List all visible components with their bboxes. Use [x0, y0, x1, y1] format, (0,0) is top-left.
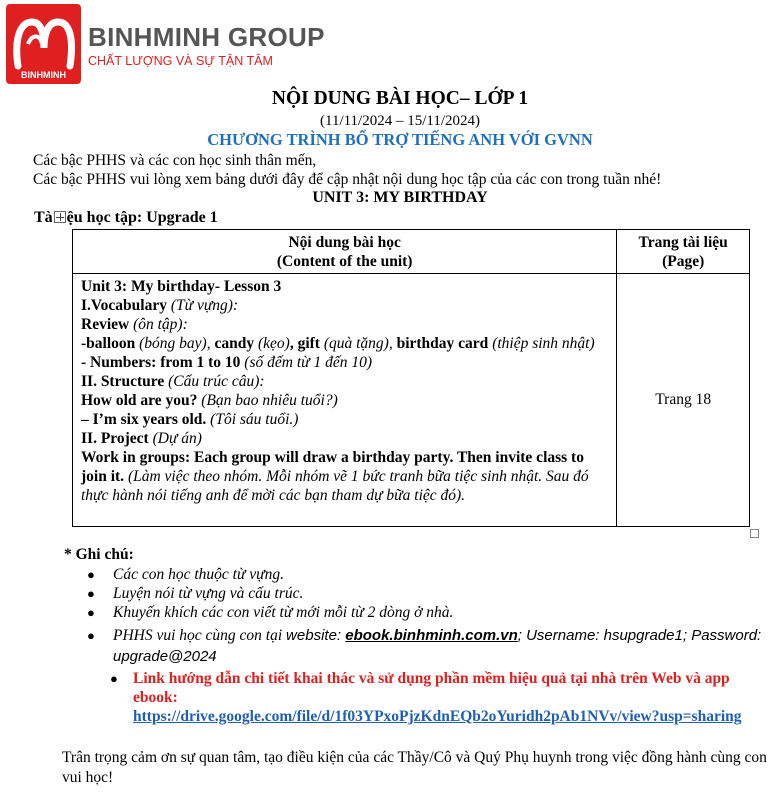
material-line: [34, 209, 218, 227]
word-en: -balloon: [81, 335, 136, 352]
header-content: [73, 230, 617, 274]
word-en: , gift: [289, 335, 320, 352]
project-vi: (Dự án): [148, 430, 202, 447]
word-vi: (thiệp sinh nhật): [488, 335, 595, 352]
structure-label: II. Structure: [81, 373, 165, 390]
note-text: Các con học thuộc từ vựng.: [113, 566, 285, 583]
logo-mark-icon: [6, 4, 81, 84]
phhs-text: PHHS vui học cùng con tại: [113, 627, 287, 644]
closing-text: Trân trọng cảm ơn sự quan tâm, tạo điều kiện của các Thầy/Cô và Quý Phụ huynh trong việc đồng hành cùng con vui học!: [62, 749, 767, 786]
lesson-title: Unit 3: My birthday- Lesson 3: [81, 278, 282, 295]
word-vi: (kẹo): [254, 335, 290, 352]
note-text: Luyện nói từ vựng và cấu trúc.: [113, 585, 304, 602]
doc-dates: (11/11/2024 – 15/11/2024): [320, 113, 480, 129]
structure-vi: (Cấu trúc câu):: [164, 373, 265, 390]
vocab-label: I.Vocabulary: [81, 297, 167, 314]
page-cell[interactable]: Trang 18: [617, 274, 750, 527]
table-resize-handle-icon[interactable]: [750, 529, 759, 538]
notes-section: [62, 546, 767, 726]
brand-logo: [6, 4, 81, 84]
link-title: Link hướng dẫn chi tiết khai thác và sử dụng phần mềm hiệu quả tại nhà trên Web và app ebook:: [133, 670, 730, 706]
lesson-table: [72, 229, 750, 527]
review-vi: (ôn tập):: [133, 316, 188, 333]
text-cursor: [749, 277, 750, 294]
note-text: Khuyến khích các con viết từ mới mỗi từ 2 dòng ở nhà.: [113, 604, 454, 621]
word-vi: (quà tặng),: [319, 335, 397, 352]
brand-name: BINHMINH GROUP: [88, 22, 325, 52]
bullet-icon: ●: [110, 671, 118, 686]
review-label: Review: [81, 316, 130, 333]
project-label: II. Project: [81, 430, 149, 447]
greeting-line-2: Các bậc PHHS vui lòng xem bảng dưới đây để cập nhật nội dung học tập của các con trong tuần nhé!: [33, 171, 662, 188]
brand-tagline: CHẤT LƯỢNG VÀ SỰ TẬN TÂM: [88, 54, 273, 68]
logo-text: BINHMINH: [21, 70, 66, 80]
website-link[interactable]: ebook.binhminh.com.vn: [345, 627, 518, 644]
header-page-line1: Trang tài liệu: [638, 233, 728, 251]
word-en: candy: [214, 335, 255, 352]
bullet-icon: ●: [87, 586, 95, 601]
list-item: [62, 565, 767, 584]
work-vi: (Làm việc theo nhóm. Mỗi nhóm vẽ 1 bức tranh bữa tiệc sinh nhật. Sau đó thực hành nói tiếng anh để mời các bạn tham dự bữa tiệc đó).: [81, 468, 589, 504]
numbers-vi: (số đếm từ 1 đến 10): [240, 354, 372, 371]
bullet-icon: ●: [87, 567, 95, 582]
lesson-content-cell[interactable]: [73, 274, 617, 527]
bullet-icon: ●: [87, 605, 95, 620]
numbers-label: - Numbers: from 1 to 10: [81, 354, 241, 371]
brand-block: [88, 22, 325, 69]
website-label: website:: [286, 627, 346, 644]
header-content-line1: Nội dung bài học: [288, 233, 401, 251]
word-list: [81, 334, 608, 353]
program-title: CHƯƠNG TRÌNH BỔ TRỢ TIẾNG ANH VỚI GVNN: [207, 130, 593, 149]
word-vi: (bóng bay),: [135, 335, 215, 352]
material-text-b: ệu học tập: Upgrade 1: [66, 209, 218, 226]
answer-vi: (Tôi sáu tuổi.): [206, 411, 299, 428]
doc-title: NỘI DUNG BÀI HỌC– LỚP 1: [271, 88, 529, 109]
header-page: [617, 230, 750, 274]
question: How old are you?: [81, 392, 198, 409]
guide-link[interactable]: https://drive.google.com/file/d/1f03YPxoPjzKdnEQb2oYuridh2pAb1NVv/view?usp=sharing: [133, 708, 742, 725]
greeting-line-1: Các bậc PHHS và các con học sinh thân mến,: [33, 152, 317, 169]
table-move-handle-icon[interactable]: [54, 211, 66, 223]
answer: – I’m six years old.: [81, 411, 207, 428]
question-vi: (Bạn bao nhiêu tuổi?): [197, 392, 338, 409]
material-text-a: Tà: [34, 209, 53, 226]
list-item: [62, 669, 767, 726]
bullet-icon: ●: [87, 628, 95, 643]
table-header-row: [73, 230, 750, 274]
notes-title: * Ghi chú:: [64, 546, 134, 563]
vocab-vi: (Từ vựng):: [170, 297, 239, 314]
table-row: [73, 274, 750, 527]
list-item: [62, 603, 767, 622]
word-en: birthday card: [396, 335, 489, 352]
header-page-line2: (Page): [662, 252, 705, 270]
work-label: Work in groups: Each group will draw a birthday party. Then invite class to join it.: [81, 449, 584, 485]
unit-title: UNIT 3: MY BIRTHDAY: [312, 189, 488, 206]
list-item: [62, 584, 767, 603]
header-content-line2: (Content of the unit): [276, 252, 413, 270]
credentials-text: ; Username: hsupgrade1; Password: upgrade@2024: [113, 627, 762, 665]
list-item: [62, 625, 767, 667]
